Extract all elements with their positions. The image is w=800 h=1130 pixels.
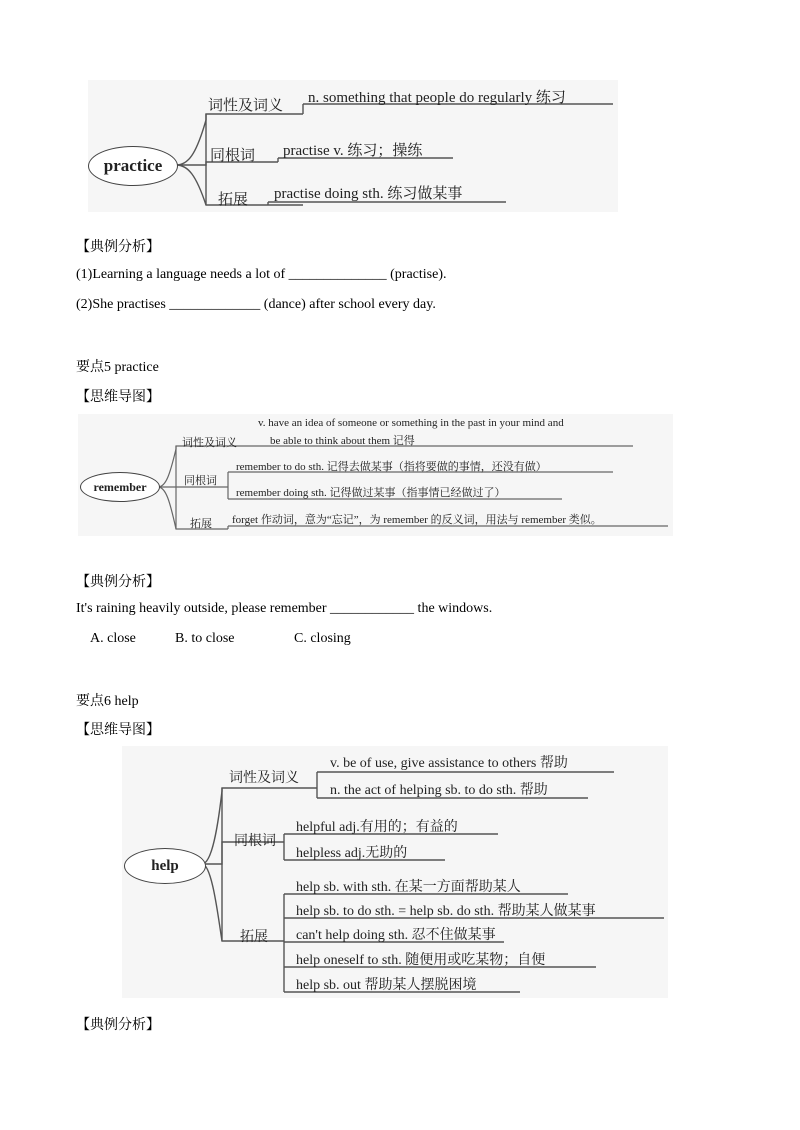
mindmap-heading: 【思维导图】 — [76, 722, 160, 738]
root-label: help — [151, 857, 179, 874]
point-title: 要点5 practice — [76, 360, 159, 375]
section-heading-examples: 【典例分析】 — [76, 574, 160, 590]
branch-label-extension: 拓展 — [218, 190, 249, 208]
mindmap-help — [122, 746, 668, 998]
mindmap-heading: 【思维导图】 — [76, 389, 160, 405]
branch-item: practise v. 练习；操练 — [283, 143, 423, 159]
branch-item: practise doing sth. 练习做某事 — [274, 186, 463, 202]
branch-item: v. have an idea of someone or something in the past in your mind and — [258, 417, 564, 429]
branch-item: help sb. to do sth. = help sb. do sth. 帮助某人做某事 — [296, 904, 596, 919]
branch-item: can't help doing sth. 忍不住做某事 — [296, 928, 496, 943]
branch-label-pos: 词性及词义 — [208, 96, 284, 114]
branch-label-cognate: 同根词 — [210, 146, 256, 164]
branch-item: remember doing sth. 记得做过某事（指事情已经做过了） — [236, 487, 506, 499]
branch-item: helpful adj.有用的；有益的 — [296, 820, 458, 835]
example-line-1: (1)Learning a language needs a lot of ______________ (practise). — [76, 267, 447, 282]
branch-item: help sb. with sth. 在某一方面帮助某人 — [296, 880, 521, 895]
mindmap-root-remember — [80, 472, 160, 502]
mindmap-root-practice — [88, 146, 178, 186]
branch-label-cognate: 同根词 — [184, 474, 217, 487]
section-heading-examples: 【典例分析】 — [76, 1017, 160, 1033]
branch-label-pos: 词性及词义 — [182, 436, 237, 449]
example-line-2: (2)She practises _____________ (dance) after school every day. — [76, 297, 436, 312]
branch-item: be able to think about them 记得 — [270, 435, 415, 447]
branch-label-cognate: 同根词 — [234, 833, 276, 849]
branch-item: n. the act of helping sb. to do sth. 帮助 — [330, 783, 548, 798]
branch-item: helpless adj.无助的 — [296, 846, 408, 861]
example-question: It's raining heavily outside, please remember ____________ the windows. — [76, 601, 493, 616]
branch-label-extension: 拓展 — [190, 517, 212, 530]
option-a: A. close — [90, 631, 136, 646]
branch-item: help sb. out 帮助某人摆脱困境 — [296, 978, 477, 993]
root-label: remember — [93, 479, 147, 494]
mindmap-root-help — [124, 848, 206, 884]
branch-item: remember to do sth. 记得去做某事（指将要做的事情，还没有做） — [236, 461, 547, 473]
branch-label-extension: 拓展 — [240, 929, 268, 945]
root-label: practice — [103, 156, 163, 175]
section-heading-examples: 【典例分析】 — [76, 239, 160, 255]
point-title: 要点6 help — [76, 694, 139, 709]
branch-item: n. something that people do regularly 练习 — [308, 90, 566, 106]
branch-item: forget 作动词，意为“忘记”，为 remember 的反义词，用法与 remember 类似。 — [232, 514, 602, 526]
branch-item: help oneself to sth. 随便用或吃某物；自便 — [296, 953, 546, 968]
mindmap-remember — [78, 414, 673, 536]
mindmap-practice — [88, 80, 618, 212]
option-b: B. to close — [175, 631, 235, 646]
branch-item: v. be of use, give assistance to others 帮助 — [330, 756, 568, 771]
option-c: C. closing — [294, 631, 351, 646]
branch-label-pos: 词性及词义 — [229, 770, 299, 786]
